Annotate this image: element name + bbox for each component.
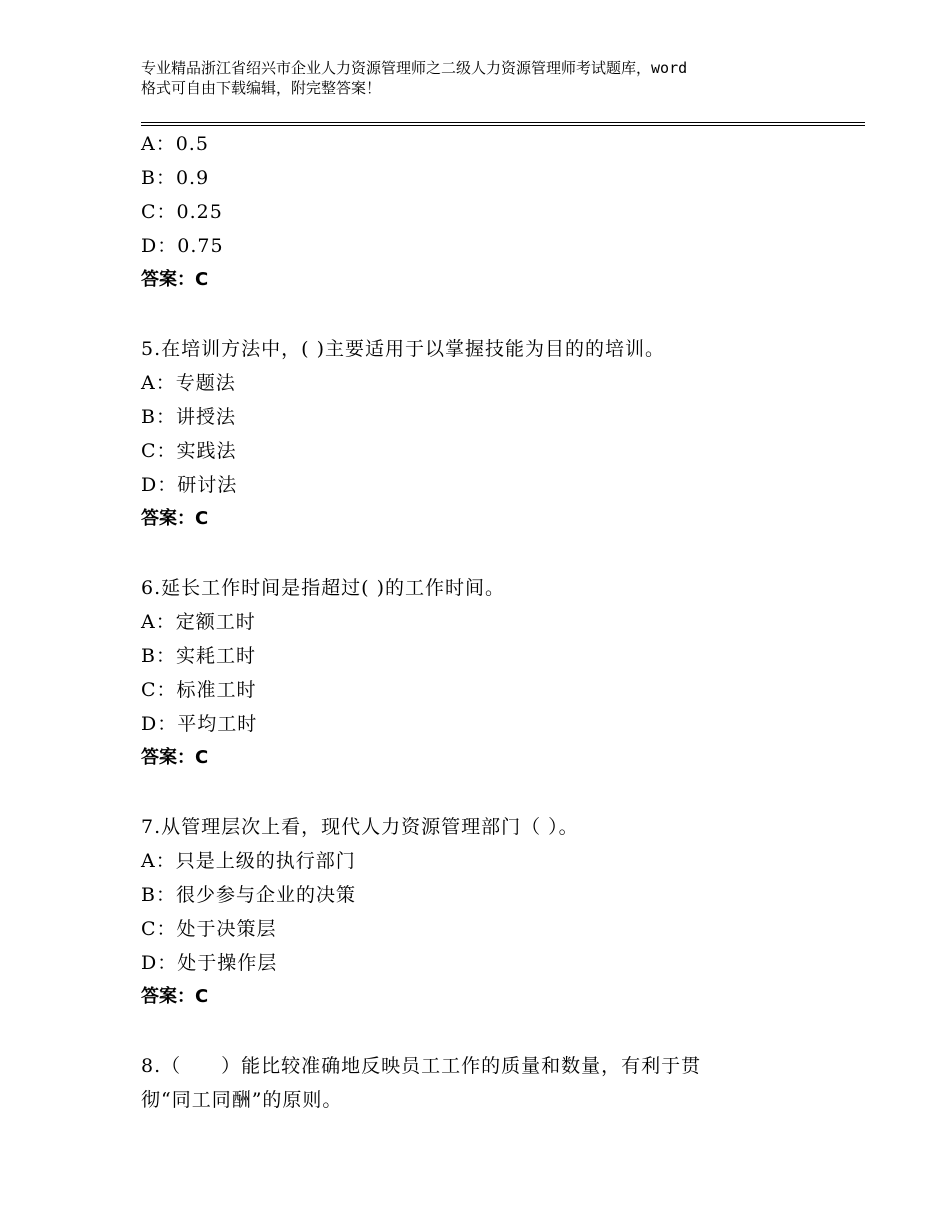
q8-question-line-1: 8.（ ）能比较准确地反映员工工作的质量和数量，有利于贯: [141, 1055, 702, 1077]
q5-question: 5.在培训方法中，( )主要适用于以掌握技能为目的的培训。: [141, 338, 665, 360]
q4-option-d: D：0.75: [141, 235, 224, 257]
header-rule-bottom: [141, 125, 865, 126]
q6-option-b: B：实耗工时: [141, 645, 256, 667]
q4-answer: 答案：C: [141, 269, 209, 290]
document-header: [141, 58, 831, 98]
q4-option-c: C：0.25: [141, 201, 223, 223]
header-line-2: 格式可自由下载编辑，附完整答案！: [141, 79, 382, 97]
q7-option-d: D：处于操作层: [141, 952, 278, 974]
q6-option-a: A：定额工时: [141, 611, 256, 633]
q7-option-b: B：很少参与企业的决策: [141, 884, 356, 906]
header-rule-top: [141, 122, 865, 123]
q8-question-line-2: 彻“同工同酬”的原则。: [141, 1089, 343, 1111]
q4-option-a: A：0.5: [141, 133, 209, 155]
q6-option-c: C：标准工时: [141, 679, 257, 701]
q5-answer: 答案：C: [141, 508, 209, 529]
header-line-1: 专业精品浙江省绍兴市企业人力资源管理师之二级人力资源管理师考试题库，word: [141, 59, 688, 77]
q7-option-c: C：处于决策层: [141, 918, 277, 940]
q6-answer: 答案：C: [141, 747, 209, 768]
q5-option-d: D：研讨法: [141, 474, 238, 496]
q5-option-b: B：讲授法: [141, 406, 236, 428]
q5-option-c: C：实践法: [141, 440, 237, 462]
q6-question: 6.延长工作时间是指超过( )的工作时间。: [141, 577, 505, 599]
q7-option-a: A：只是上级的执行部门: [141, 850, 356, 872]
q5-option-a: A：专题法: [141, 372, 236, 394]
q7-answer: 答案：C: [141, 986, 209, 1007]
q6-option-d: D：平均工时: [141, 713, 258, 735]
q4-option-b: B：0.9: [141, 167, 210, 189]
q7-question: 7.从管理层次上看，现代人力资源管理部门（ ）。: [141, 816, 579, 838]
